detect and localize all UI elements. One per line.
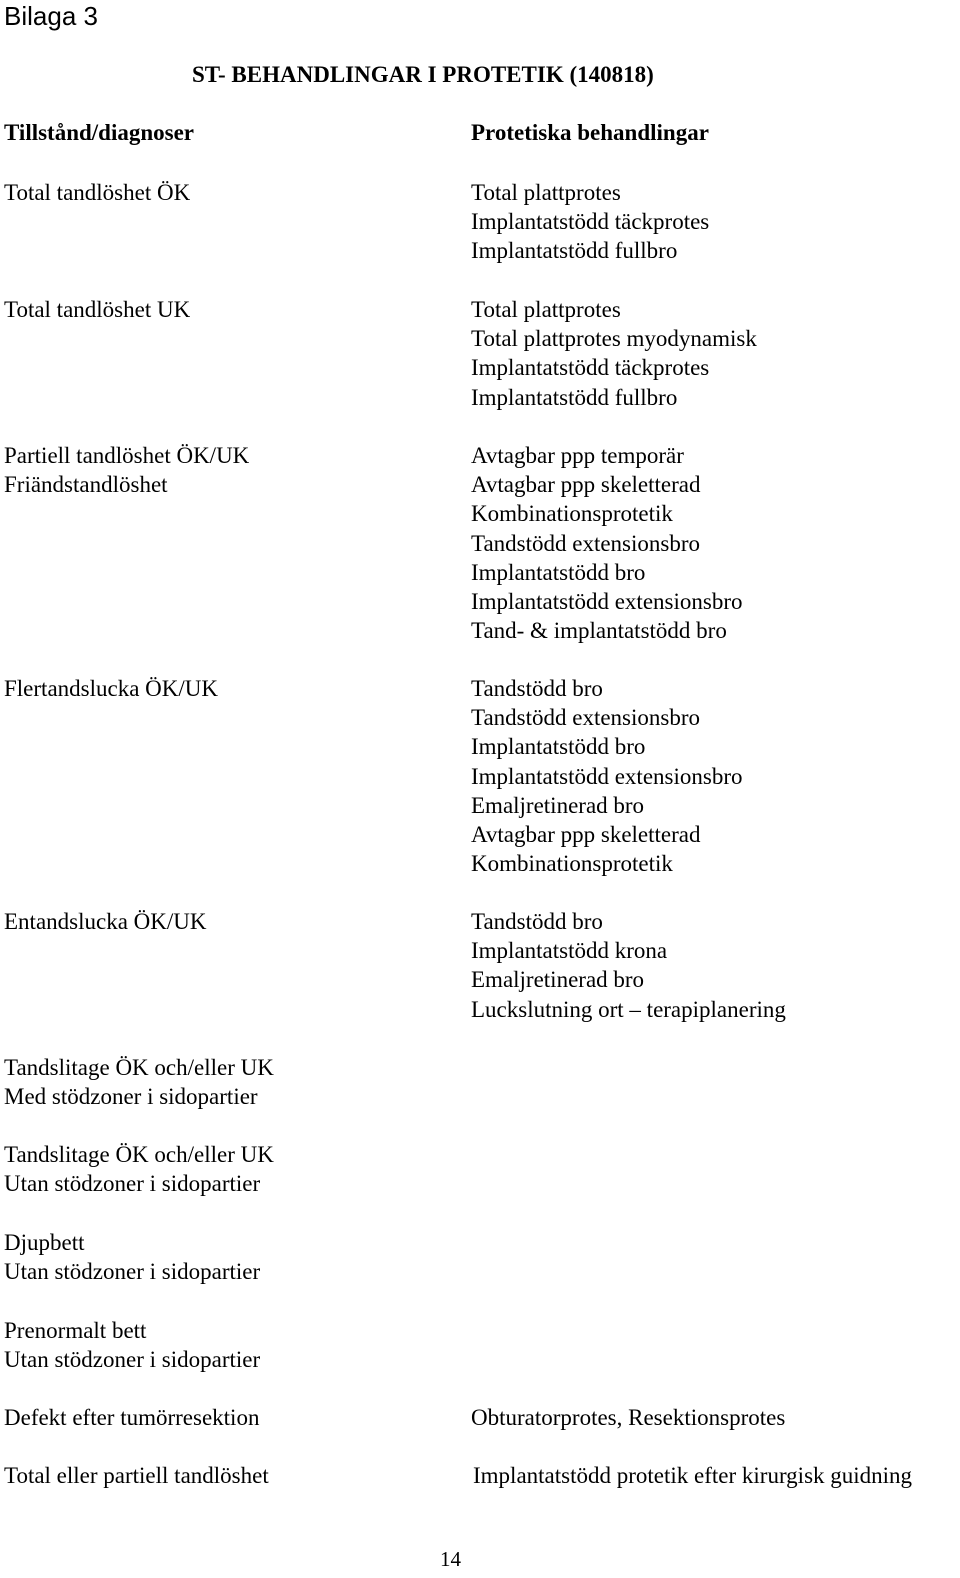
diagnosis-item: Total tandlöshet UK	[4, 297, 191, 322]
diagnosis-item: Utan stödzoner i sidopartier	[4, 1171, 261, 1197]
diagnosis-block	[4, 1228, 260, 1286]
diagnosis-item: Total eller partiell tandlöshet	[4, 1463, 269, 1488]
treatment-item: Avtagbar ppp skeletterad	[471, 472, 701, 498]
treatment-item: Tandstödd extensionsbro	[471, 530, 701, 556]
left-column-header: Tillstånd/diagnoser	[4, 120, 195, 145]
treatment-item: Kombinationsprotetik	[471, 851, 673, 877]
diagnosis-item: Djupbett	[4, 1230, 85, 1255]
diagnosis-block	[4, 295, 190, 324]
diagnosis-item: Tandslitage ÖK och/eller UK	[4, 1142, 274, 1167]
treatment-item: Implantatstödd bro	[471, 734, 646, 760]
diagnosis-block	[4, 1316, 260, 1374]
treatment-block	[471, 907, 786, 1024]
treatment-item: Tandstödd bro	[471, 676, 603, 701]
page-title: ST- BEHANDLINGAR I PROTETIK (140818)	[192, 62, 654, 87]
diagnosis-block	[4, 674, 218, 703]
treatment-block	[471, 295, 757, 412]
right-column-header: Protetiska behandlingar	[471, 120, 709, 145]
diagnosis-item: Tandslitage ÖK och/eller UK	[4, 1055, 274, 1080]
treatment-block	[473, 1461, 912, 1490]
diagnosis-block	[4, 1140, 274, 1198]
diagnosis-item: Flertandslucka ÖK/UK	[4, 676, 218, 701]
treatment-item: Implantatstödd fullbro	[471, 238, 678, 264]
diagnosis-block	[4, 907, 207, 936]
treatment-item: Emaljretinerad bro	[471, 792, 645, 818]
treatment-item: Implantatstödd täckprotes	[471, 355, 710, 381]
treatment-item: Avtagbar ppp temporär	[471, 443, 684, 468]
diagnosis-block	[4, 1403, 259, 1432]
treatment-item: Emaljretinerad bro	[471, 967, 645, 993]
treatment-item: Implantatstödd täckprotes	[471, 209, 710, 235]
treatment-item: Implantatstödd extensionsbro	[471, 763, 743, 789]
diagnosis-block	[4, 1461, 269, 1490]
treatment-item: Obturatorprotes, Resektionsprotes	[471, 1405, 786, 1430]
treatment-item: Implantatstödd extensionsbro	[471, 589, 743, 615]
treatment-item: Luckslutning ort – terapiplanering	[471, 996, 786, 1022]
diagnosis-block	[4, 441, 249, 499]
diagnosis-block	[4, 178, 190, 207]
diagnosis-item: Prenormalt bett	[4, 1318, 147, 1343]
treatment-item: Total plattprotes	[471, 180, 621, 205]
diagnosis-item: Friändstandlöshet	[4, 472, 168, 498]
diagnosis-item: Utan stödzoner i sidopartier	[4, 1259, 261, 1285]
treatment-block	[471, 178, 709, 266]
treatment-item: Implantatstödd krona	[471, 938, 668, 964]
treatment-item: Total plattprotes	[471, 297, 621, 322]
diagnosis-item: Partiell tandlöshet ÖK/UK	[4, 443, 250, 468]
treatment-item: Avtagbar ppp skeletterad	[471, 822, 701, 848]
treatment-item: Implantatstödd protetik efter kirurgisk guidning	[473, 1463, 913, 1488]
appendix-label: Bilaga 3	[4, 1, 98, 31]
treatment-item: Kombinationsprotetik	[471, 501, 673, 527]
treatment-item: Tand- & implantatstödd bro	[471, 618, 727, 644]
page-number: 14	[440, 1547, 461, 1571]
treatment-item: Total plattprotes myodynamisk	[471, 326, 757, 352]
diagnosis-item: Total tandlöshet ÖK	[4, 180, 191, 205]
treatment-item: Implantatstödd fullbro	[471, 384, 678, 410]
treatment-block	[471, 1403, 785, 1432]
treatment-block	[471, 674, 743, 878]
treatment-item: Tandstödd bro	[471, 909, 603, 934]
diagnosis-item: Entandslucka ÖK/UK	[4, 909, 207, 934]
diagnosis-item: Defekt efter tumörresektion	[4, 1405, 260, 1430]
diagnosis-item: Utan stödzoner i sidopartier	[4, 1347, 261, 1373]
treatment-item: Implantatstödd bro	[471, 559, 646, 585]
treatment-item: Tandstödd extensionsbro	[471, 705, 701, 731]
diagnosis-item: Med stödzoner i sidopartier	[4, 1084, 258, 1110]
diagnosis-block	[4, 1053, 274, 1111]
treatment-block	[471, 441, 743, 645]
